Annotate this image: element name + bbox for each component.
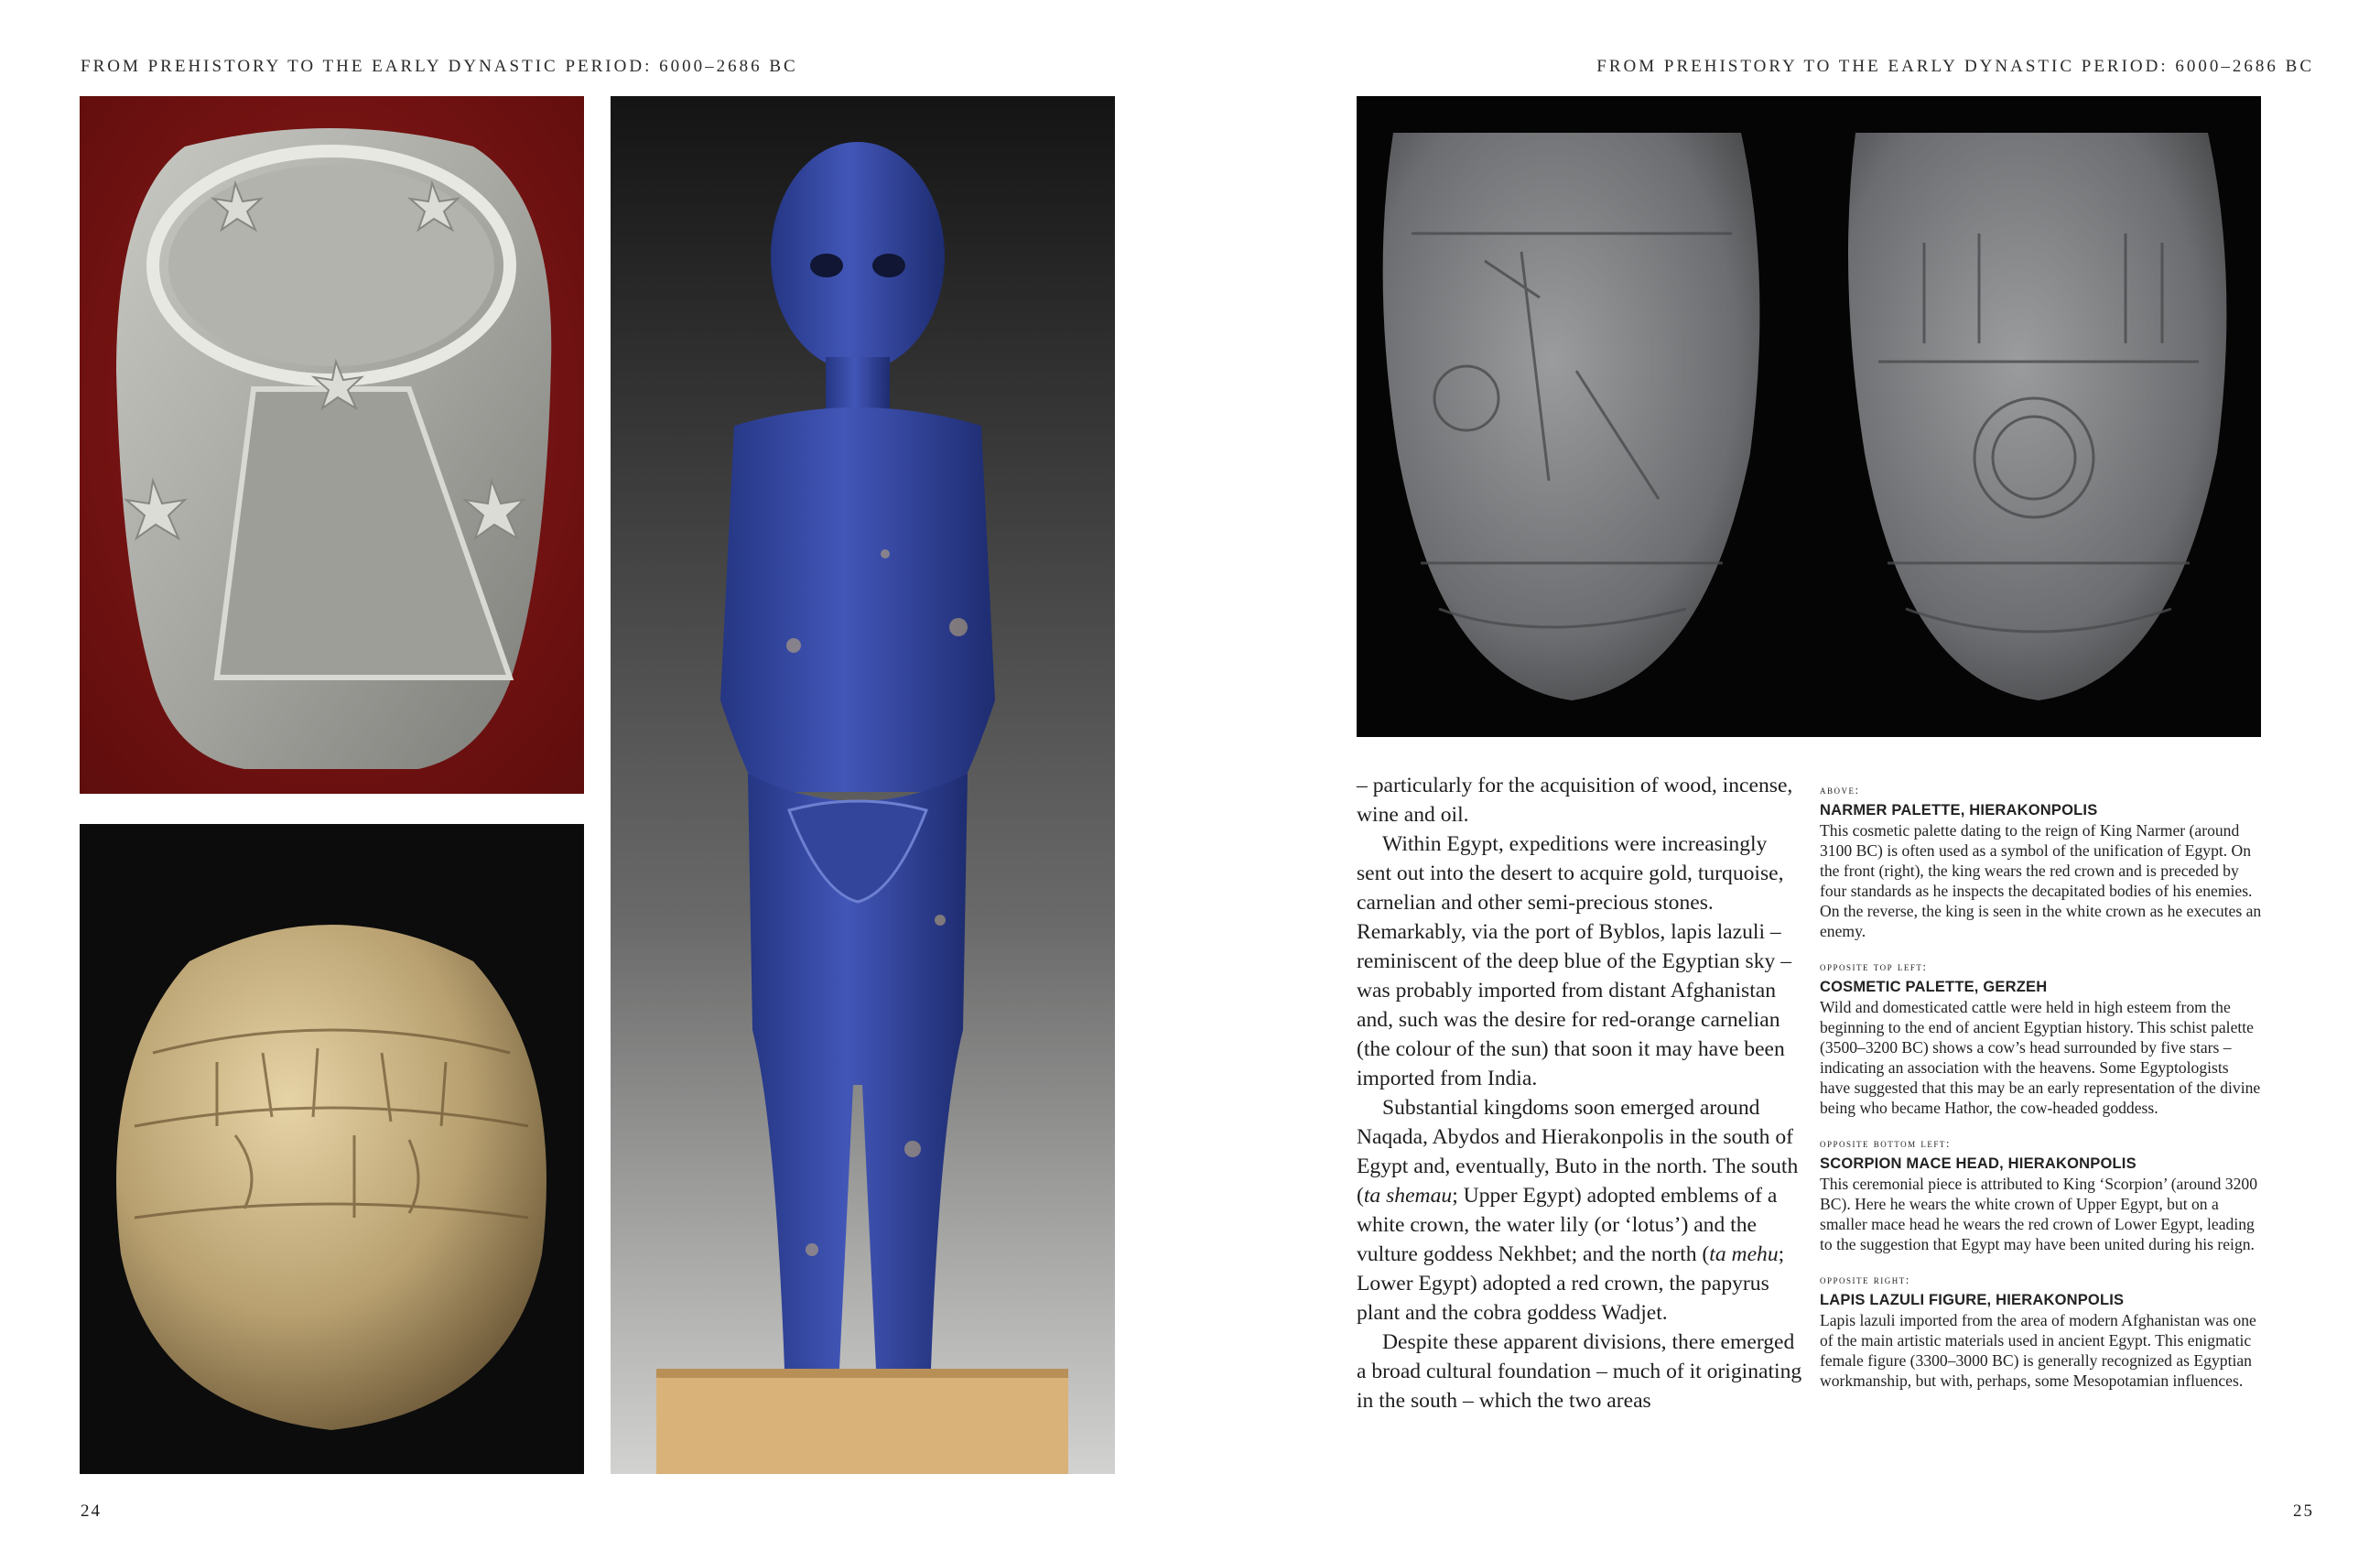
body-paragraph (1357, 1328, 1803, 1415)
photo-scorpion-mace-head (80, 824, 584, 1474)
caption-kicker: above: (1820, 783, 1860, 797)
page-number-left: 24 (81, 1501, 102, 1521)
caption-text: Lapis lazuli imported from the area of modern Afghanistan was one of the main artistic materials used in ancient Egypt. This enigmatic female figure (3300–3000 BC) is generally recognized as Egyptian workmanship, but with, perhaps, some Mesopotamian influences. (1820, 1311, 2256, 1390)
caption-kicker: opposite right: (1820, 1273, 1910, 1286)
text-run: – particularly for the acquisition of wood, incense, wine and oil. (1357, 774, 1793, 827)
caption-text: This ceremonial piece is attributed to King ‘Scorpion’ (around 3200 BC). Here he wears the white crown of Upper Egypt, but on a smaller mace head he wears the red crown of Lower Egypt, leading to the suggestion that Egypt may have been united during his reign. (1820, 1175, 2257, 1253)
text-run: ; Lower Egypt) adopted a red crown, the papyrus plant and the cobra goddess Wadjet. (1357, 1242, 1785, 1325)
caption-title: LAPIS LAZULI FIGURE, HIERAKONPOLIS (1820, 1292, 2125, 1308)
body-paragraph (1357, 1093, 1803, 1328)
running-head-right: FROM PREHISTORY TO THE EARLY DYNASTIC PERIOD: 6000–2686 BC (1596, 57, 2314, 76)
body-text-column (1357, 771, 1803, 1415)
photo-lapis-lazuli-figure (611, 96, 1115, 1474)
body-paragraph (1357, 771, 1803, 829)
captions-column (1820, 780, 2263, 1406)
caption-title: SCORPION MACE HEAD, HIERAKONPOLIS (1820, 1155, 2137, 1172)
italic-term: ta mehu (1709, 1242, 1779, 1266)
caption-kicker: opposite bottom left: (1820, 1136, 1951, 1150)
page-number-right: 25 (2293, 1501, 2314, 1521)
text-run: ; Upper Egypt) adopted emblems of a white crown, the water lily (or ‘lotus’) and the vulture goddess Nekhbet; and the north ( (1357, 1184, 1778, 1266)
text-run: Within Egypt, expeditions were increasingly sent out into the desert to acquire gold, turquoise, carnelian and other semi-precious stones. Remarkably, via the port of Byblos, lapis lazuli – reminiscent of the deep blue of the Egyptian sky – was probably imported from distant Afghanistan and, such was the desire for red-orange carnelian (the colour of the sun) that soon it may have been imported from India. (1357, 832, 1792, 1090)
caption-kicker: opposite top left: (1820, 959, 1928, 973)
caption-block (1820, 1270, 2263, 1391)
caption-text: Wild and domesticated cattle were held in high esteem from the beginning to the end of ancient Egyptian history. This schist palette (3500–3200 BC) shows a cow’s head surrounded by five stars – indicating an association with the heavens. Some Egyptologists have suggested that this may be an early representation of the divine being who became Hathor, the cow-headed goddess. (1820, 998, 2261, 1117)
photo-narmer-palette (1357, 96, 2261, 737)
photo-cosmetic-palette-gerzeh (80, 96, 584, 794)
body-paragraph (1357, 829, 1803, 1093)
italic-term: ta shemau (1363, 1184, 1453, 1208)
text-run: Substantial kingdoms soon emerged around Naqada, Abydos and Hierakonpolis in the south of Egypt and, eventually, Buto in the north. The south ( (1357, 1096, 1799, 1208)
caption-title: COSMETIC PALETTE, GERZEH (1820, 979, 2048, 995)
text-run: Despite these apparent divisions, there emerged a broad cultural foundation – much of it originating in the south – which the two areas (1357, 1330, 1802, 1413)
caption-text: This cosmetic palette dating to the reign of King Narmer (around 3100 BC) is often used as a symbol of the unification of Egypt. On the front (right), the king wears the red crown and is preceded by four standards as he inspects the decapitated bodies of his enemies. On the reverse, the king is seen in the white crown as he executes an enemy. (1820, 821, 2262, 940)
caption-block (1820, 957, 2263, 1118)
running-head-left: FROM PREHISTORY TO THE EARLY DYNASTIC PERIOD: 6000–2686 BC (81, 57, 798, 76)
caption-title: NARMER PALETTE, HIERAKONPOLIS (1820, 802, 2098, 818)
caption-block (1820, 780, 2263, 941)
caption-block (1820, 1133, 2263, 1254)
